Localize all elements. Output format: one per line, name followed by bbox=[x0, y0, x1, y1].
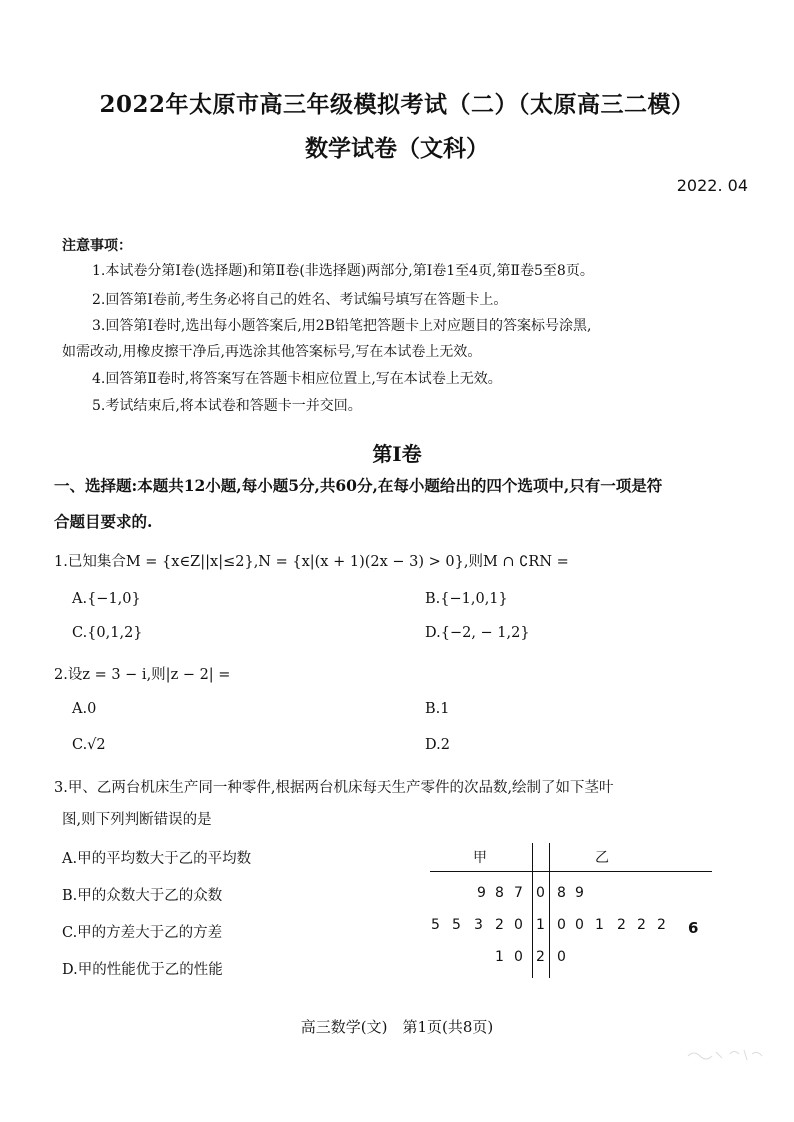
leaf-right: 0 bbox=[575, 917, 584, 933]
note-item-1: 1.本试卷分第Ⅰ卷(选择题)和第Ⅱ卷(非选择题)两部分,第Ⅰ卷1至4页,第Ⅱ卷5至8页。 bbox=[92, 263, 594, 279]
leaf-left: 0 bbox=[514, 917, 523, 933]
leaf-right: 8 bbox=[557, 885, 566, 901]
exam-date: 2022. 04 bbox=[676, 176, 748, 195]
note-item-2: 2.回答第Ⅰ卷前,考生务必将自己的姓名、考试编号填写在答题卡上。 bbox=[92, 292, 508, 308]
note-item-4: 4.回答第Ⅱ卷时,将答案写在答题卡相应位置上,写在本试卷上无效。 bbox=[92, 371, 502, 387]
q1-option-c: C.{0,1,2} bbox=[72, 625, 143, 641]
leaf-left: 5 bbox=[431, 917, 440, 933]
stem-leaf-right-label: 乙 bbox=[595, 850, 609, 866]
leaf-left: 1 bbox=[495, 949, 504, 965]
leaf-right: 9 bbox=[575, 885, 584, 901]
q3-option-b: B.甲的众数大于乙的众数 bbox=[62, 888, 223, 904]
leaf-left: 9 bbox=[477, 885, 486, 901]
stem-divider-right bbox=[549, 843, 550, 978]
stem-value: 2 bbox=[536, 949, 545, 965]
leaf-left: 5 bbox=[452, 917, 461, 933]
q2-stem: 2.设z = 3 − i,则|z − 2| = bbox=[54, 667, 231, 683]
note-item-5: 5.考试结束后,将本试卷和答题卡一并交回。 bbox=[92, 398, 362, 414]
page-title: 2022年太原市高三年级模拟考试（二）（太原高三二模） bbox=[99, 91, 695, 118]
leaf-left: 0 bbox=[514, 949, 523, 965]
leaf-right: 2 bbox=[637, 917, 646, 933]
leaf-right: 0 bbox=[557, 949, 566, 965]
q2-option-b: B.1 bbox=[425, 701, 450, 717]
stem-leaf-left-label: 甲 bbox=[473, 850, 487, 866]
page-subtitle: 数学试卷（文科） bbox=[305, 135, 489, 162]
page-footer: 高三数学(文) 第1页(共8页) bbox=[300, 1018, 494, 1036]
q3-option-d: D.甲的性能优于乙的性能 bbox=[62, 962, 223, 978]
leaf-right: 0 bbox=[557, 917, 566, 933]
leaf-left: 8 bbox=[495, 885, 504, 901]
stem-value: 0 bbox=[536, 885, 545, 901]
notes-heading: 注意事项： bbox=[62, 238, 132, 254]
leaf-right: 2 bbox=[657, 917, 666, 933]
q3-option-a: A.甲的平均数大于乙的平均数 bbox=[62, 851, 252, 867]
q3-option-c: C.甲的方差大于乙的方差 bbox=[62, 925, 223, 941]
section-instructions-line1: 一、选择题:本题共12小题,每小题5分,共60分,在每小题给出的四个选项中,只有一项是符 bbox=[54, 476, 663, 495]
leaf-left: 7 bbox=[514, 885, 523, 901]
leaf-right: 2 bbox=[617, 917, 626, 933]
stem-leaf-plot bbox=[425, 843, 715, 978]
leaf-right: 1 bbox=[595, 917, 604, 933]
leaf-left: 2 bbox=[495, 917, 504, 933]
scan-noise-mark bbox=[686, 1042, 766, 1064]
q3-stem-line1: 3.甲、乙两台机床生产同一种零件,根据两台机床每天生产零件的次品数,绘制了如下茎叶 bbox=[54, 780, 614, 796]
leaf-left: 3 bbox=[474, 917, 483, 933]
stem-value: 1 bbox=[536, 917, 545, 933]
q3-stem-line2: 图,则下列判断错误的是 bbox=[62, 812, 212, 828]
section-instructions-line2: 合题目要求的. bbox=[54, 512, 153, 531]
q1-stem: 1.已知集合M = {x∈Z||x|≤2},N = {x|(x + 1)(2x − 3) > 0},则M ∩ ∁RN = bbox=[54, 554, 569, 570]
q1-option-d: D.{−2, − 1,2} bbox=[425, 625, 530, 641]
q2-option-d: D.2 bbox=[425, 737, 450, 753]
q1-option-b: B.{−1,0,1} bbox=[425, 591, 508, 607]
note-item-3b: 如需改动,用橡皮擦干净后,再选涂其他答案标号,写在本试卷上无效。 bbox=[62, 344, 482, 360]
section-title: 第Ⅰ卷 bbox=[372, 442, 422, 466]
q1-option-a: A.{−1,0} bbox=[72, 591, 141, 607]
q2-option-c: C.√2 bbox=[72, 737, 106, 753]
q2-option-a: A.0 bbox=[72, 701, 97, 717]
note-item-3a: 3.回答第Ⅰ卷时,选出每小题答案后,用2B铅笔把答题卡上对应题目的答案标号涂黑, bbox=[92, 318, 592, 334]
stem-divider-left bbox=[532, 843, 533, 978]
leaf-right: 6 bbox=[688, 919, 699, 937]
stem-leaf-header-rule bbox=[430, 871, 712, 872]
